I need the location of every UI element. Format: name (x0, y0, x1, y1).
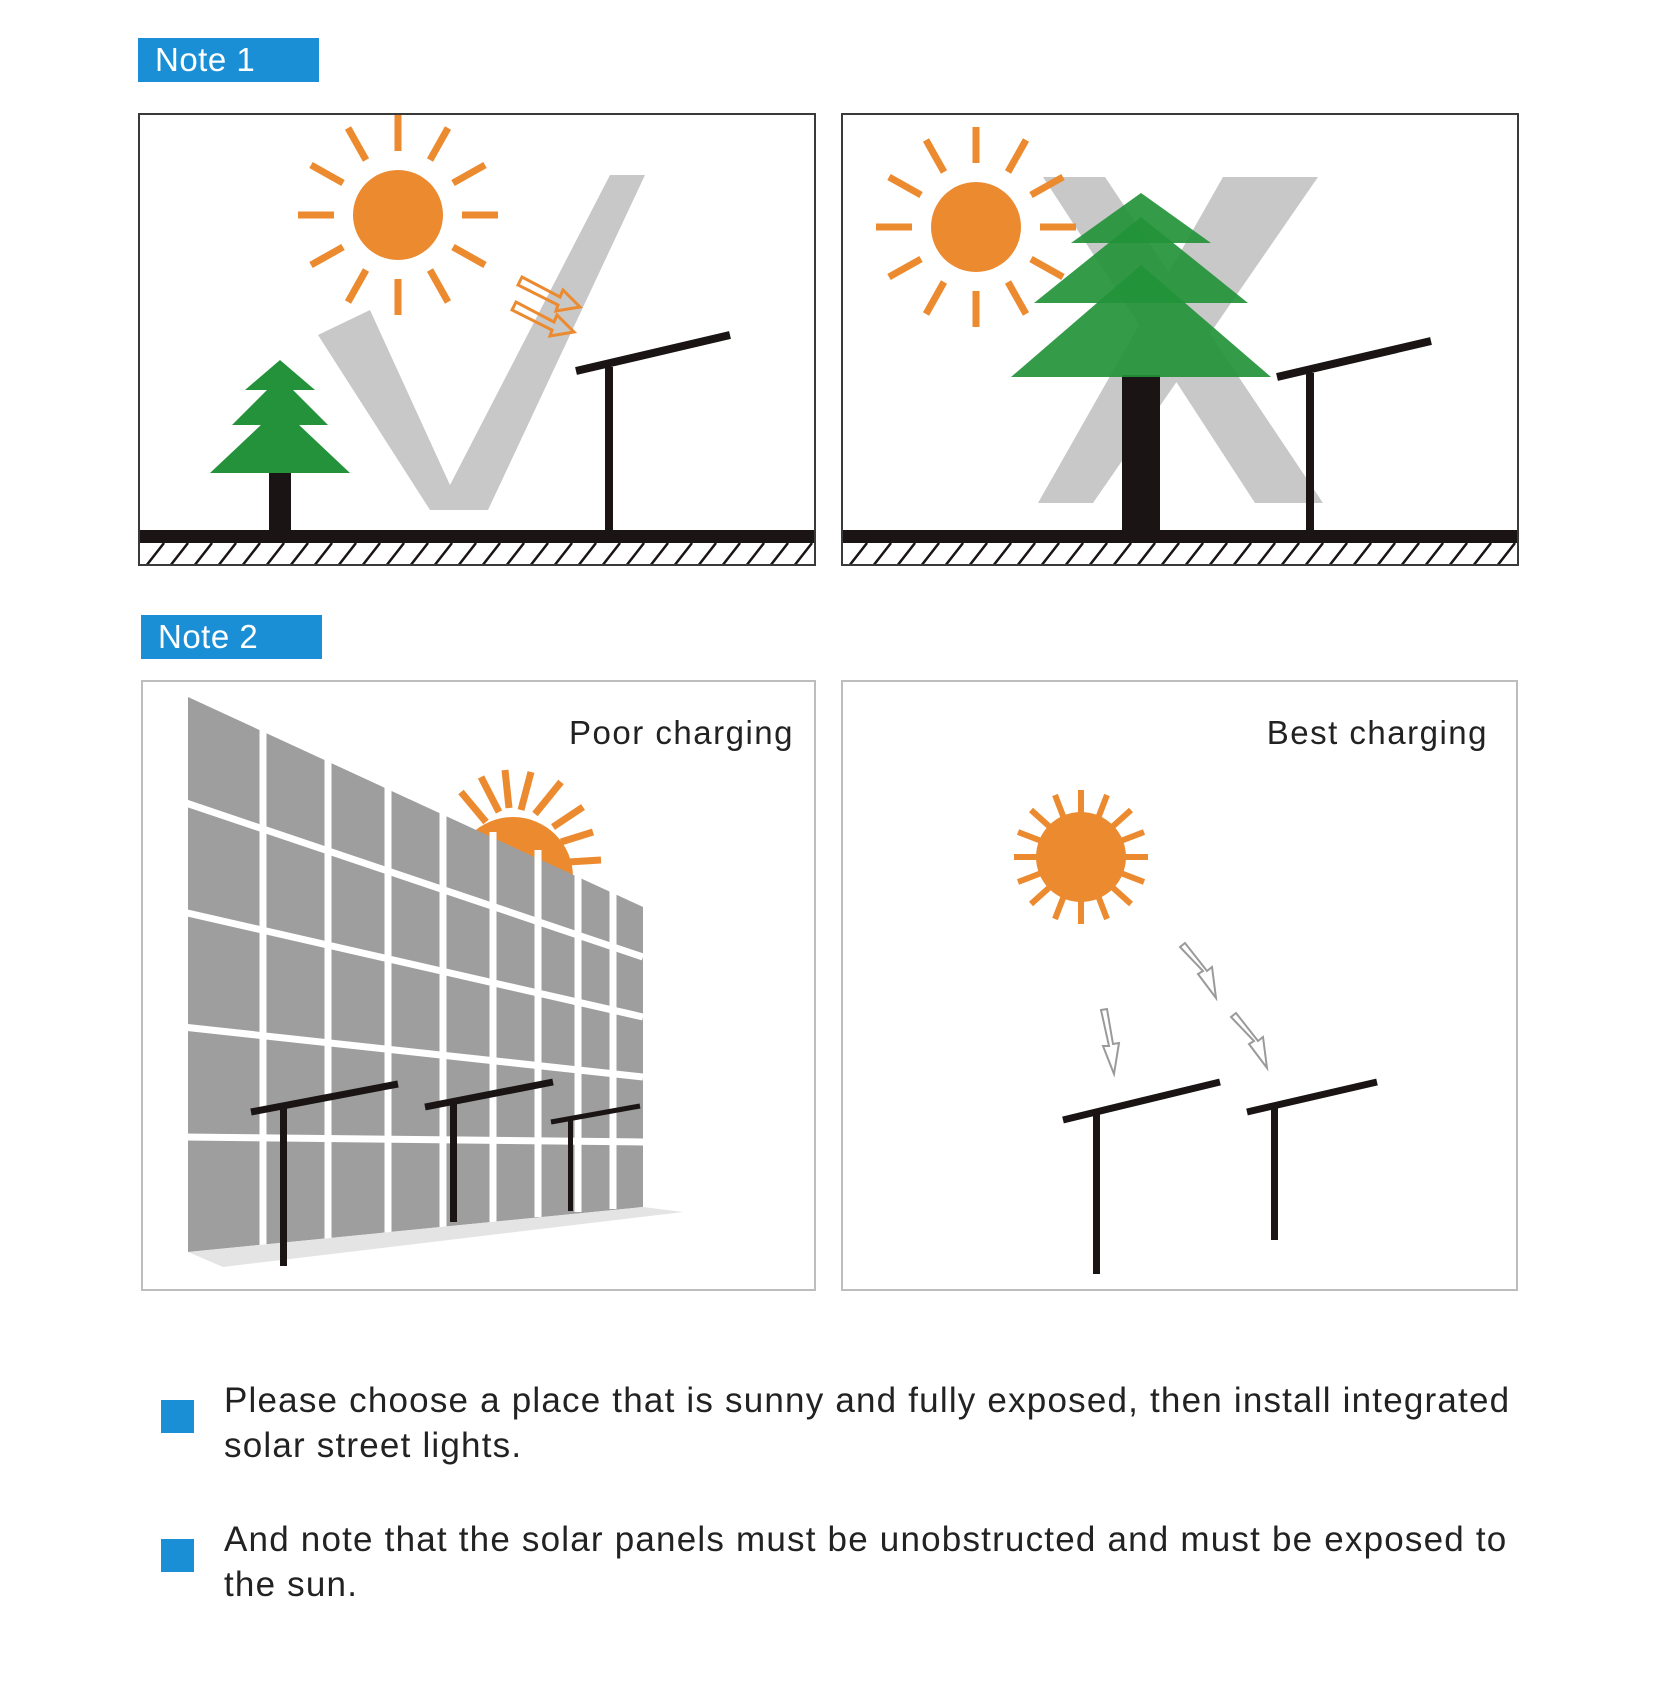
poor-charging-caption: Poor charging (569, 714, 794, 751)
street-light-icon (576, 335, 730, 532)
tree-icon (210, 360, 350, 530)
wrong-placement-illustration (841, 113, 1519, 566)
ground-icon (843, 530, 1519, 566)
bullet-marker-icon (161, 1539, 194, 1572)
poor-charging-illustration (141, 680, 816, 1291)
correct-placement-illustration (138, 113, 816, 566)
note-1-label: Note 1 (138, 38, 319, 82)
instruction-text: Please choose a place that is sunny and fully exposed, then install integrated solar street lights. (224, 1381, 1511, 1465)
building-wall-icon (183, 697, 683, 1267)
light-arrow-icon (1101, 943, 1267, 1074)
note-2-label: Note 2 (141, 615, 322, 659)
ground-icon (140, 530, 816, 566)
street-light-icon (1247, 1082, 1377, 1240)
best-charging-caption: Best charging (1266, 714, 1488, 751)
instruction-text: And note that the solar panels must be unobstructed and must be exposed to the sun. (224, 1520, 1508, 1604)
sun-icon (1014, 790, 1148, 924)
bullet-marker-icon (161, 1400, 194, 1433)
street-light-icon (1277, 341, 1431, 533)
street-light-icon (1063, 1082, 1220, 1274)
sun-icon (298, 115, 498, 315)
best-charging-illustration (841, 680, 1518, 1291)
